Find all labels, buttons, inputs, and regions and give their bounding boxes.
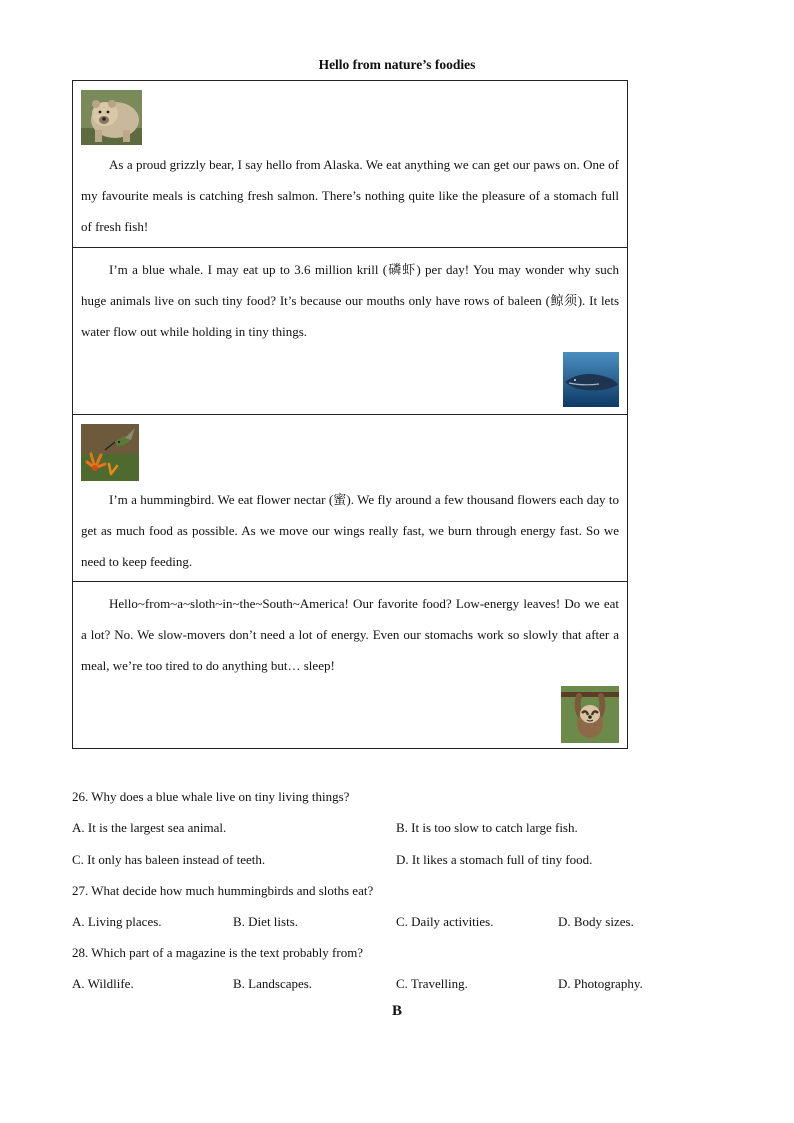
passage-row-sloth bbox=[73, 582, 628, 749]
question-27-option-c: C. Daily activities. bbox=[396, 914, 494, 929]
question-26-option-d: D. It likes a stomach full of tiny food. bbox=[396, 852, 593, 867]
page-title: Hello from nature’s foodies bbox=[318, 57, 476, 72]
passage-row-whale bbox=[73, 248, 628, 415]
passage-text: I’m a blue whale. I may eat up to 3.6 million krill (磷虾) per day! You may wonder why such huge animals live on such tiny food? It’s because our mouths only have rows of baleen (鲸须). It lets water flow out while holding in tiny things. bbox=[81, 262, 619, 339]
question-27-option-b: B. Diet lists. bbox=[233, 914, 299, 929]
question-26-option-a: A. It is the largest sea animal. bbox=[72, 820, 227, 835]
question-28-option-a: A. Wildlife. bbox=[72, 976, 134, 991]
section-heading: B bbox=[391, 1003, 402, 1019]
blue-whale-photo bbox=[563, 352, 619, 407]
passage-text: Hello~from~a~sloth~in~the~South~America! Our favorite food? Low-energy leaves! Do we eat a lot? No. We slow-movers don’t need a lot of energy. Even our stomachs work so slowly that after a meal, we’re too tired to do anything but… sleep! bbox=[81, 596, 619, 673]
question-27-option-a: A. Living places. bbox=[72, 914, 162, 929]
question-26: 26. Why does a blue whale live on tiny living things? bbox=[72, 789, 350, 804]
passage-row-bear bbox=[73, 81, 628, 248]
question-27: 27. What decide how much hummingbirds and sloths eat? bbox=[72, 883, 374, 898]
sloth-photo bbox=[561, 686, 619, 743]
passage-row-hummingbird bbox=[73, 415, 628, 582]
question-28-option-b: B. Landscapes. bbox=[233, 976, 313, 991]
question-26-option-b: B. It is too slow to catch large fish. bbox=[396, 820, 578, 835]
grizzly-bear-photo bbox=[81, 90, 619, 145]
question-28-option-c: C. Travelling. bbox=[396, 976, 468, 991]
question-28: 28. Which part of a magazine is the text probably from? bbox=[72, 945, 364, 960]
hummingbird-photo bbox=[81, 424, 619, 481]
question-28-option-d: D. Photography. bbox=[558, 976, 643, 991]
question-27-option-d: D. Body sizes. bbox=[558, 914, 634, 929]
passage-text: As a proud grizzly bear, I say hello from Alaska. We eat anything we can get our paws on. One of my favourite meals is catching fresh salmon. There’s nothing quite like the pleasure of a stomach full of fresh fish! bbox=[81, 157, 619, 234]
passage-text: I’m a hummingbird. We eat flower nectar (蜜). We fly around a few thousand flowers each day to get as much food as possible. As we move our wings really fast, we burn through energy fast. So we need to keep feeding. bbox=[81, 492, 619, 569]
passage-table bbox=[72, 80, 628, 749]
question-26-option-c: C. It only has baleen instead of teeth. bbox=[72, 852, 266, 867]
